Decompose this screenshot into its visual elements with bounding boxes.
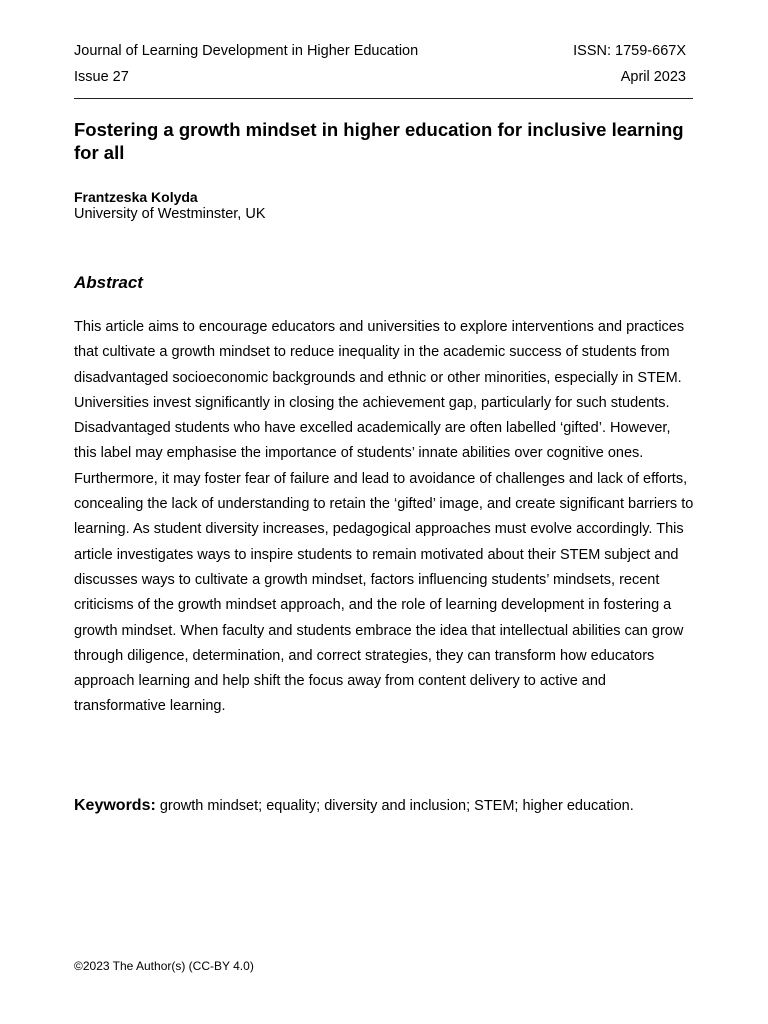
issn: ISSN: 1759-667X [573, 43, 686, 59]
keywords-list: growth mindset; equality; diversity and inclusion; STEM; higher education. [159, 798, 634, 814]
abstract-heading: Abstract [74, 273, 143, 292]
author-name: Frantzeska Kolyda [74, 189, 198, 205]
publication-date: April 2023 [620, 69, 686, 85]
abstract-text: This article aims to encourage educators and universities to explore interventions and practices that cultivate a growth mindset to reduce inequality in the academic success of students from disadvantaged socioeconomic backgrounds and ethnic or other minorities, especially in STEM. Universities invest significantly in closing the achievement gap, particularly for such students. Disadvantaged students who have excelled academically are often labelled ‘gifted’. However, this label may emphasise the importance of students’ innate abilities over cognitive ones. Furthermore, it may foster fear of failure and lead to avoidance of challenges and lack of efforts, concealing the lack of understanding to retain the ‘gifted’ image, and create significant barriers to learning. As student diversity increases, pedagogical approaches must evolve accordingly. This article investigates ways to inspire students to remain motivated about their STEM subject and discusses ways to cultivate a growth mindset, factors influencing students’ mindsets, recent criticisms of the growth mindset approach, and the role of learning development in fostering a growth mindset. When faculty and students embrace the idea that intellectual abilities can grow through diligence, determination, and correct strategies, they can transform how educators approach learning and help shift the focus away from content delivery to active and transformative learning. [74, 319, 694, 715]
article-title: Fostering a growth mindset in higher education for inclusive learning for all [74, 119, 684, 163]
keywords [74, 795, 714, 817]
journal-name: Journal of Learning Development in Higher Education [74, 43, 419, 59]
author-affiliation: University of Westminster, UK [74, 206, 266, 222]
keywords-label: Keywords: [74, 797, 156, 814]
header-divider [74, 98, 693, 99]
issue-number: Issue 27 [74, 69, 129, 85]
copyright-notice: ©2023 The Author(s) (CC-BY 4.0) [74, 959, 254, 973]
